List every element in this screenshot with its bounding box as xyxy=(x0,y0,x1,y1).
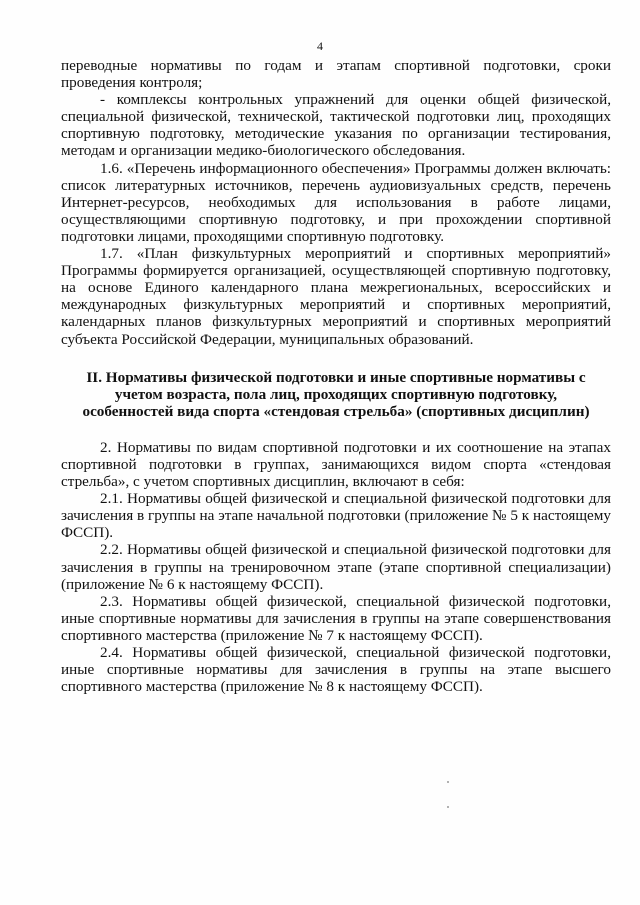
paragraphs-top xyxy=(61,57,611,348)
paragraph-control-exercises: - комплексы контрольных упражнений для оценки общей физической, специальной физической, технической, тактической подготовки лиц, проходящих спортивную подготовку, методические указания по организации тестирования, методам и организации медико-биологического обследования. xyxy=(61,91,611,160)
page-number: 4 xyxy=(317,39,323,53)
paragraph-2-2: 2.2. Нормативы общей физической и специальной физической подготовки для зачисления в группы на тренировочном этапе (этапе спортивной специализации) (приложение № 6 к настоящему ФССП). xyxy=(61,541,611,593)
paragraph-2-4: 2.4. Нормативы общей физической, специальной физической подготовки, иные спортивные нормативы для зачисления в группы на этапе высшего спортивного мастерства (приложение № 8 к настоящему ФССП). xyxy=(61,644,611,696)
document-body xyxy=(61,57,611,695)
paragraph-2-1: 2.1. Нормативы общей физической и специальной физической подготовки для зачисления в группы на этапе начальной подготовки (приложение № 5 к настоящему ФССП). xyxy=(61,490,611,542)
paragraphs-bottom xyxy=(61,439,611,695)
paragraph-2: 2. Нормативы по видам спортивной подготовки и их соотношение на этапах спортивной подготовки в группах, занимающихся видом спорта «стендовая стрельба», с учетом спортивных дисциплин, включают в себя: xyxy=(61,438,611,491)
scan-speck xyxy=(447,806,449,808)
paragraph-1-7: 1.7. «План физкультурных мероприятий и спортивных мероприятий» Программы формируется организацией, осуществляющей спортивную подготовку, на основе Единого календарного плана межрегиональных, всероссийских и международных физкультурных мероприятий и спортивных мероприятий, календарных планов физкультурных мероприятий и спортивных мероприятий субъекта Российской Федерации, муниципальных образований. xyxy=(61,245,611,348)
paragraph-2-3: 2.3. Нормативы общей физической, специальной физической подготовки, иные спортивные нормативы для зачисления в группы на этапе совершенствования спортивного мастерства (приложение № 7 к настоящему ФССП). xyxy=(61,592,611,644)
paragraph-transfer-norms: переводные нормативы по годам и этапам спортивной подготовки, сроки проведения контроля; xyxy=(61,57,611,92)
paragraph-1-6: 1.6. «Перечень информационного обеспечения» Программы должен включать: список литературных источников, перечень аудиовизуальных средств, перечень Интернет-ресурсов, необходимых для использования в работе лицами, осуществляющими спортивную подготовку, и при прохождении спортивной подготовки лицами, проходящими спортивную подготовку. xyxy=(61,159,611,245)
scan-speck xyxy=(447,781,449,783)
section-heading-ii: II. Нормативы физической подготовки и иные спортивные нормативы с учетом возраста, пола лиц, проходящих спортивную подготовку, особенностей вида спорта «стендовая стрельба» (спортивных дисциплин) xyxy=(82,368,590,420)
